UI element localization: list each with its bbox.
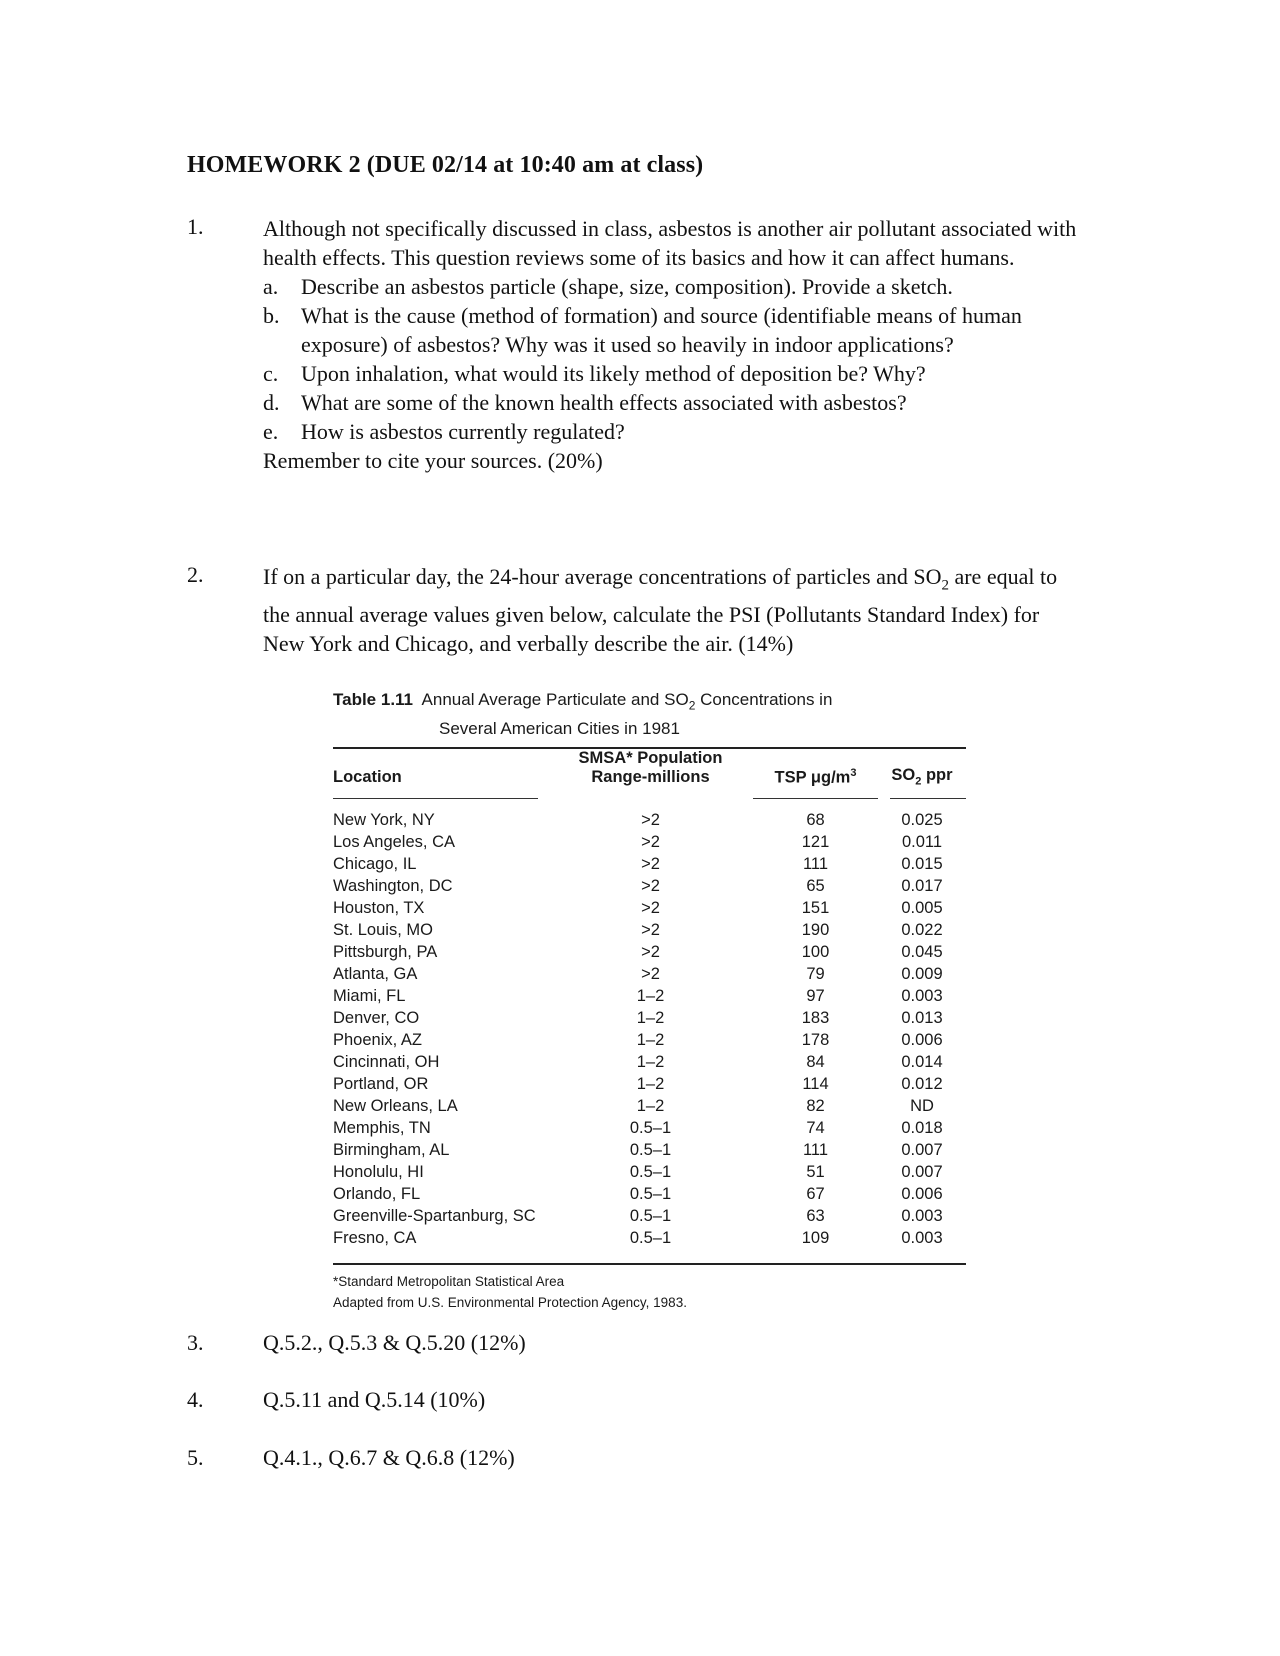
cell-tsp: 68: [806, 811, 825, 830]
cell-tsp: 97: [806, 987, 825, 1006]
table-row: [333, 831, 966, 853]
cell-location: Atlanta, GA: [333, 965, 418, 984]
table-header-row: [333, 749, 966, 787]
cell-so2: 0.045: [901, 943, 943, 962]
question-4-number: 4.: [187, 1387, 204, 1412]
table-row: [333, 1139, 966, 1161]
cell-population: 1–2: [636, 1031, 665, 1050]
cell-population: >2: [641, 899, 660, 918]
cell-so2: 0.011: [901, 833, 943, 852]
cell-so2: 0.003: [901, 1229, 943, 1248]
cell-location: Denver, CO: [333, 1009, 420, 1028]
cell-location: Greenville-Spartanburg, SC: [333, 1207, 536, 1226]
cell-population: 0.5–1: [629, 1185, 672, 1204]
question-1-number: 1.: [187, 214, 204, 239]
col-header-tsp: TSP $\mu g/m^3$: [774, 766, 857, 787]
table-row: [333, 853, 966, 875]
cell-population: 1–2: [636, 987, 665, 1006]
cell-location: Pittsburgh, PA: [333, 943, 438, 962]
page-title: HOMEWORK 2 (DUE 02/14 at 10:40 am at class): [187, 152, 704, 178]
col-header-population: SMSA* Population Range-millions: [578, 749, 723, 787]
subitem-a: a. Describe an asbestos particle (shape, size, composition). Provide a sketch.: [263, 274, 953, 299]
table-header-rules: [333, 787, 966, 809]
table-row: [333, 1161, 966, 1183]
cell-tsp: 82: [806, 1097, 825, 1116]
cell-location: Fresno, CA: [333, 1229, 417, 1248]
cell-population: 1–2: [636, 1053, 665, 1072]
footnote-source: Adapted from U.S. Environmental Protection Agency, 1983.: [333, 1295, 687, 1311]
cell-tsp: 121: [801, 833, 830, 852]
cell-population: >2: [641, 921, 660, 940]
cell-tsp: 183: [801, 1009, 830, 1028]
question-3-text: Q.5.2., Q.5.3 & Q.5.20 (12%): [263, 1330, 526, 1355]
question-5-number: 5.: [187, 1445, 204, 1470]
cell-population: >2: [641, 811, 660, 830]
cell-so2: 0.006: [901, 1185, 943, 1204]
cell-tsp: 79: [806, 965, 825, 984]
subitem-e: e. How is asbestos currently regulated?: [263, 419, 625, 444]
cell-population: 1–2: [636, 1075, 665, 1094]
cell-population: >2: [641, 855, 660, 874]
cell-location: New Orleans, LA: [333, 1097, 458, 1116]
table-row: [333, 1117, 966, 1139]
table-row: [333, 1205, 966, 1227]
data-table-figure: [333, 688, 966, 1313]
table-row: [333, 809, 966, 831]
cell-tsp: 67: [806, 1185, 825, 1204]
cell-tsp: 74: [806, 1119, 825, 1138]
subitem-c: c. Upon inhalation, what would its likely method of deposition be? Why?: [263, 361, 926, 386]
cell-so2: 0.025: [901, 811, 943, 830]
cell-location: Cincinnati, OH: [333, 1053, 440, 1072]
cell-so2: 0.003: [901, 987, 943, 1006]
cell-tsp: 109: [801, 1229, 830, 1248]
question-1: [263, 214, 1083, 475]
cell-tsp: 65: [806, 877, 825, 896]
cell-population: 1–2: [636, 1097, 665, 1116]
cell-population: 0.5–1: [629, 1229, 672, 1248]
cell-population: >2: [641, 943, 660, 962]
cell-so2: 0.007: [901, 1163, 943, 1182]
cell-tsp: 111: [802, 855, 829, 874]
cell-location: Chicago, IL: [333, 855, 417, 874]
question-5-text: Q.4.1., Q.6.7 & Q.6.8 (12%): [263, 1445, 515, 1470]
table-row: [333, 875, 966, 897]
cell-so2: 0.003: [901, 1207, 943, 1226]
cell-population: 0.5–1: [629, 1207, 672, 1226]
cell-so2: 0.007: [901, 1141, 943, 1160]
cell-so2: 0.017: [901, 877, 943, 896]
cell-so2: 0.022: [901, 921, 943, 940]
col-header-so2: $SO_2$ ppr: [891, 766, 953, 788]
table-row: [333, 985, 966, 1007]
table-row: [333, 963, 966, 985]
question-2-number: 2.: [187, 562, 204, 587]
cell-tsp: 151: [801, 899, 830, 918]
cell-location: Portland, OR: [333, 1075, 429, 1094]
footnote-smsa: *Standard Metropolitan Statistical Area: [333, 1274, 565, 1290]
cell-so2: ND: [910, 1097, 934, 1116]
question-2: [263, 562, 1083, 658]
table-row: [333, 919, 966, 941]
cell-location: Orlando, FL: [333, 1185, 421, 1204]
table-row: [333, 897, 966, 919]
cell-so2: 0.018: [901, 1119, 943, 1138]
table-row: [333, 1007, 966, 1029]
cell-tsp: 178: [801, 1031, 830, 1050]
data-table: [333, 749, 966, 1249]
cell-so2: 0.006: [901, 1031, 943, 1050]
cell-location: Los Angeles, CA: [333, 833, 455, 852]
cell-so2: 0.015: [901, 855, 943, 874]
table-row: [333, 1227, 966, 1249]
table-bottom-rule: [333, 1263, 966, 1265]
cell-location: Birmingham, AL: [333, 1141, 450, 1160]
table-row: [333, 941, 966, 963]
cell-population: 0.5–1: [629, 1119, 672, 1138]
cell-so2: 0.005: [901, 899, 943, 918]
cell-location: New York, NY: [333, 811, 435, 830]
table-row: [333, 1051, 966, 1073]
question-1-closing: Remember to cite your sources. (20%): [263, 448, 603, 473]
cell-location: St. Louis, MO: [333, 921, 433, 940]
cell-so2: 0.014: [901, 1053, 943, 1072]
question-4-text: Q.5.11 and Q.5.14 (10%): [263, 1387, 486, 1412]
question-1-intro: Although not specifically discussed in class, asbestos is another air pollutant associated with health effects. This question reviews some of its basics and how it can affect humans.: [263, 216, 1077, 270]
cell-population: 1–2: [636, 1009, 665, 1028]
cell-so2: 0.012: [901, 1075, 943, 1094]
table-row: [333, 1095, 966, 1117]
table-row: [333, 1183, 966, 1205]
cell-population: >2: [641, 833, 660, 852]
cell-tsp: 84: [806, 1053, 825, 1072]
cell-tsp: 114: [802, 1075, 829, 1094]
table-row: [333, 1029, 966, 1051]
subitem-b: b. What is the cause (method of formation) and source (identifiable means of human exposure) of asbestos? Why was it used so heavily in indoor applications?: [263, 303, 1022, 357]
cell-so2: 0.013: [901, 1009, 943, 1028]
cell-tsp: 190: [801, 921, 830, 940]
cell-tsp: 100: [801, 943, 830, 962]
col-header-location: Location: [333, 768, 402, 787]
cell-population: 0.5–1: [629, 1163, 672, 1182]
subitem-d: d. What are some of the known health effects associated with asbestos?: [263, 390, 907, 415]
cell-location: Miami, FL: [333, 987, 406, 1006]
table-row: [333, 1073, 966, 1095]
cell-location: Washington, DC: [333, 877, 453, 896]
cell-population: >2: [641, 877, 660, 896]
cell-tsp: 51: [806, 1163, 825, 1182]
cell-tsp: 63: [806, 1207, 825, 1226]
cell-population: 0.5–1: [629, 1141, 672, 1160]
cell-population: >2: [641, 965, 660, 984]
cell-tsp: 111: [802, 1141, 829, 1160]
cell-location: Phoenix, AZ: [333, 1031, 422, 1050]
question-1-subitems: [263, 272, 1083, 446]
table-footnotes: [333, 1271, 966, 1313]
question-2-text: If on a particular day, the 24-hour average concentrations of particles and $SO_2$ are equal to the annual average values given below, calculate the PSI (Pollutants Standard Index) for New York and Chicago, and verbally describe the air. (14%): [263, 564, 1058, 657]
table-body: [333, 809, 966, 1249]
cell-location: Houston, TX: [333, 899, 425, 918]
cell-location: Honolulu, HI: [333, 1163, 424, 1182]
cell-so2: 0.009: [901, 965, 943, 984]
table-caption: Table 1.11 Annual Average Particulate and $SO_2$ Concentrations in Several American Cities in 1981: [333, 690, 833, 739]
cell-location: Memphis, TN: [333, 1119, 431, 1138]
question-3-number: 3.: [187, 1330, 204, 1355]
